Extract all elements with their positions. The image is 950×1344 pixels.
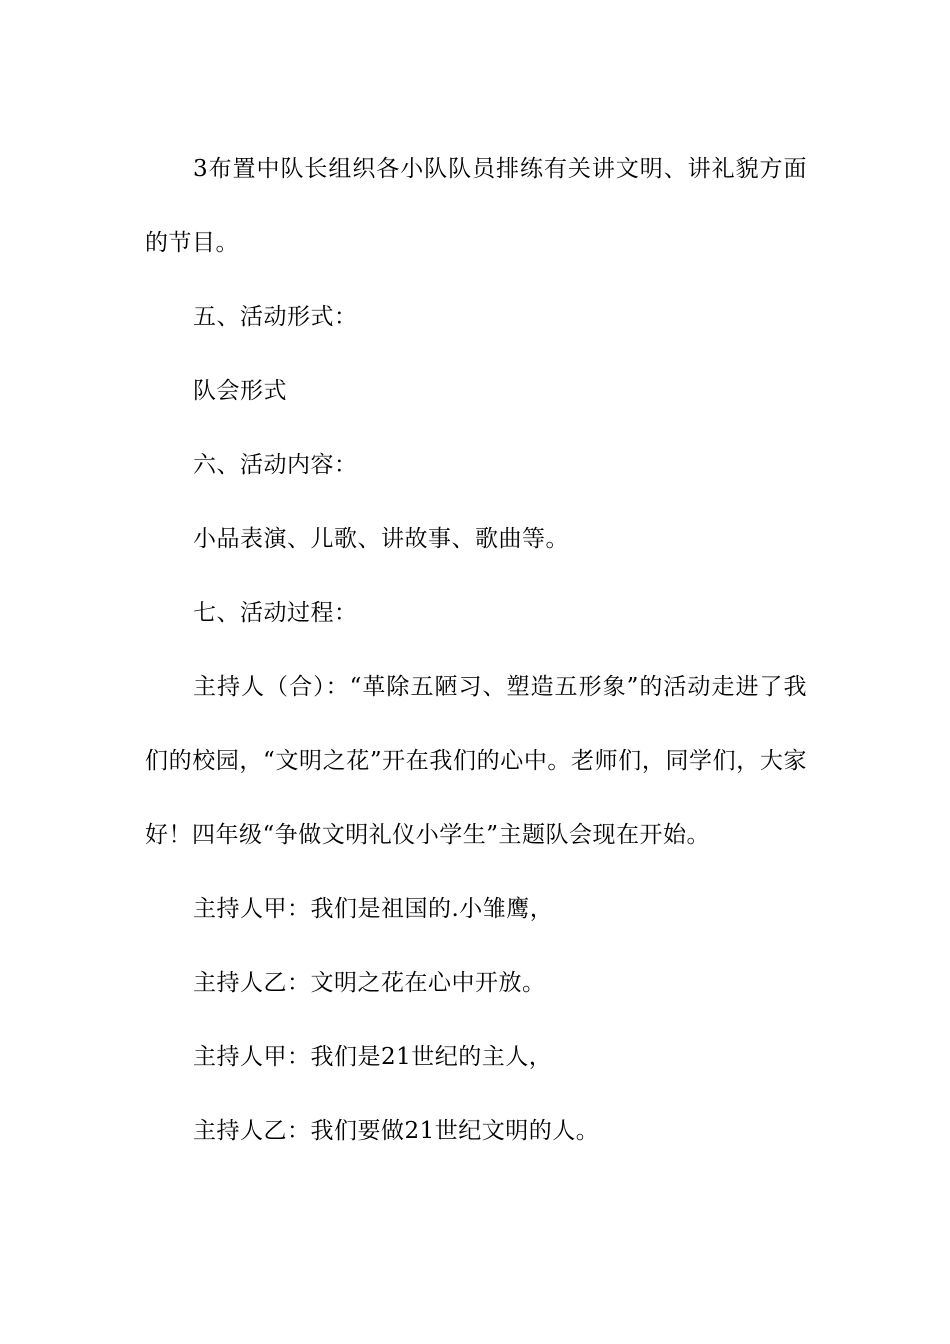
paragraph-activity-content: 小品表演、儿歌、讲故事、歌曲等。	[193, 526, 569, 552]
document-body	[145, 132, 807, 1168]
paragraph-host-b-line-2: 主持人乙：我们要做21世纪文明的人。	[193, 1118, 600, 1144]
paragraph-host-opening: 主持人（合）：“革除五陋习、塑造五形象”的活动走进了我们的校园，“文明之花”开在我们的心中。老师们，同学们，大家好！四年级“争做文明礼仪小学生”主题队会现在开始。	[145, 674, 807, 848]
paragraph-host-b-line-1: 主持人乙：文明之花在心中开放。	[193, 970, 546, 996]
paragraph-preparation-item-3: 3布置中队长组织各小队队员排练有关讲文明、讲礼貌方面的节目。	[145, 156, 807, 256]
heading-activity-content: 六、活动内容：	[193, 452, 358, 478]
paragraph-activity-form: 队会形式	[193, 378, 287, 404]
paragraph-host-a-line-1: 主持人甲：我们是祖国的.小雏鹰，	[193, 896, 554, 922]
paragraph-host-a-line-2: 主持人甲：我们是21世纪的主人，	[193, 1044, 553, 1070]
heading-activity-form: 五、活动形式：	[193, 304, 358, 330]
heading-activity-process: 七、活动过程：	[193, 600, 358, 626]
